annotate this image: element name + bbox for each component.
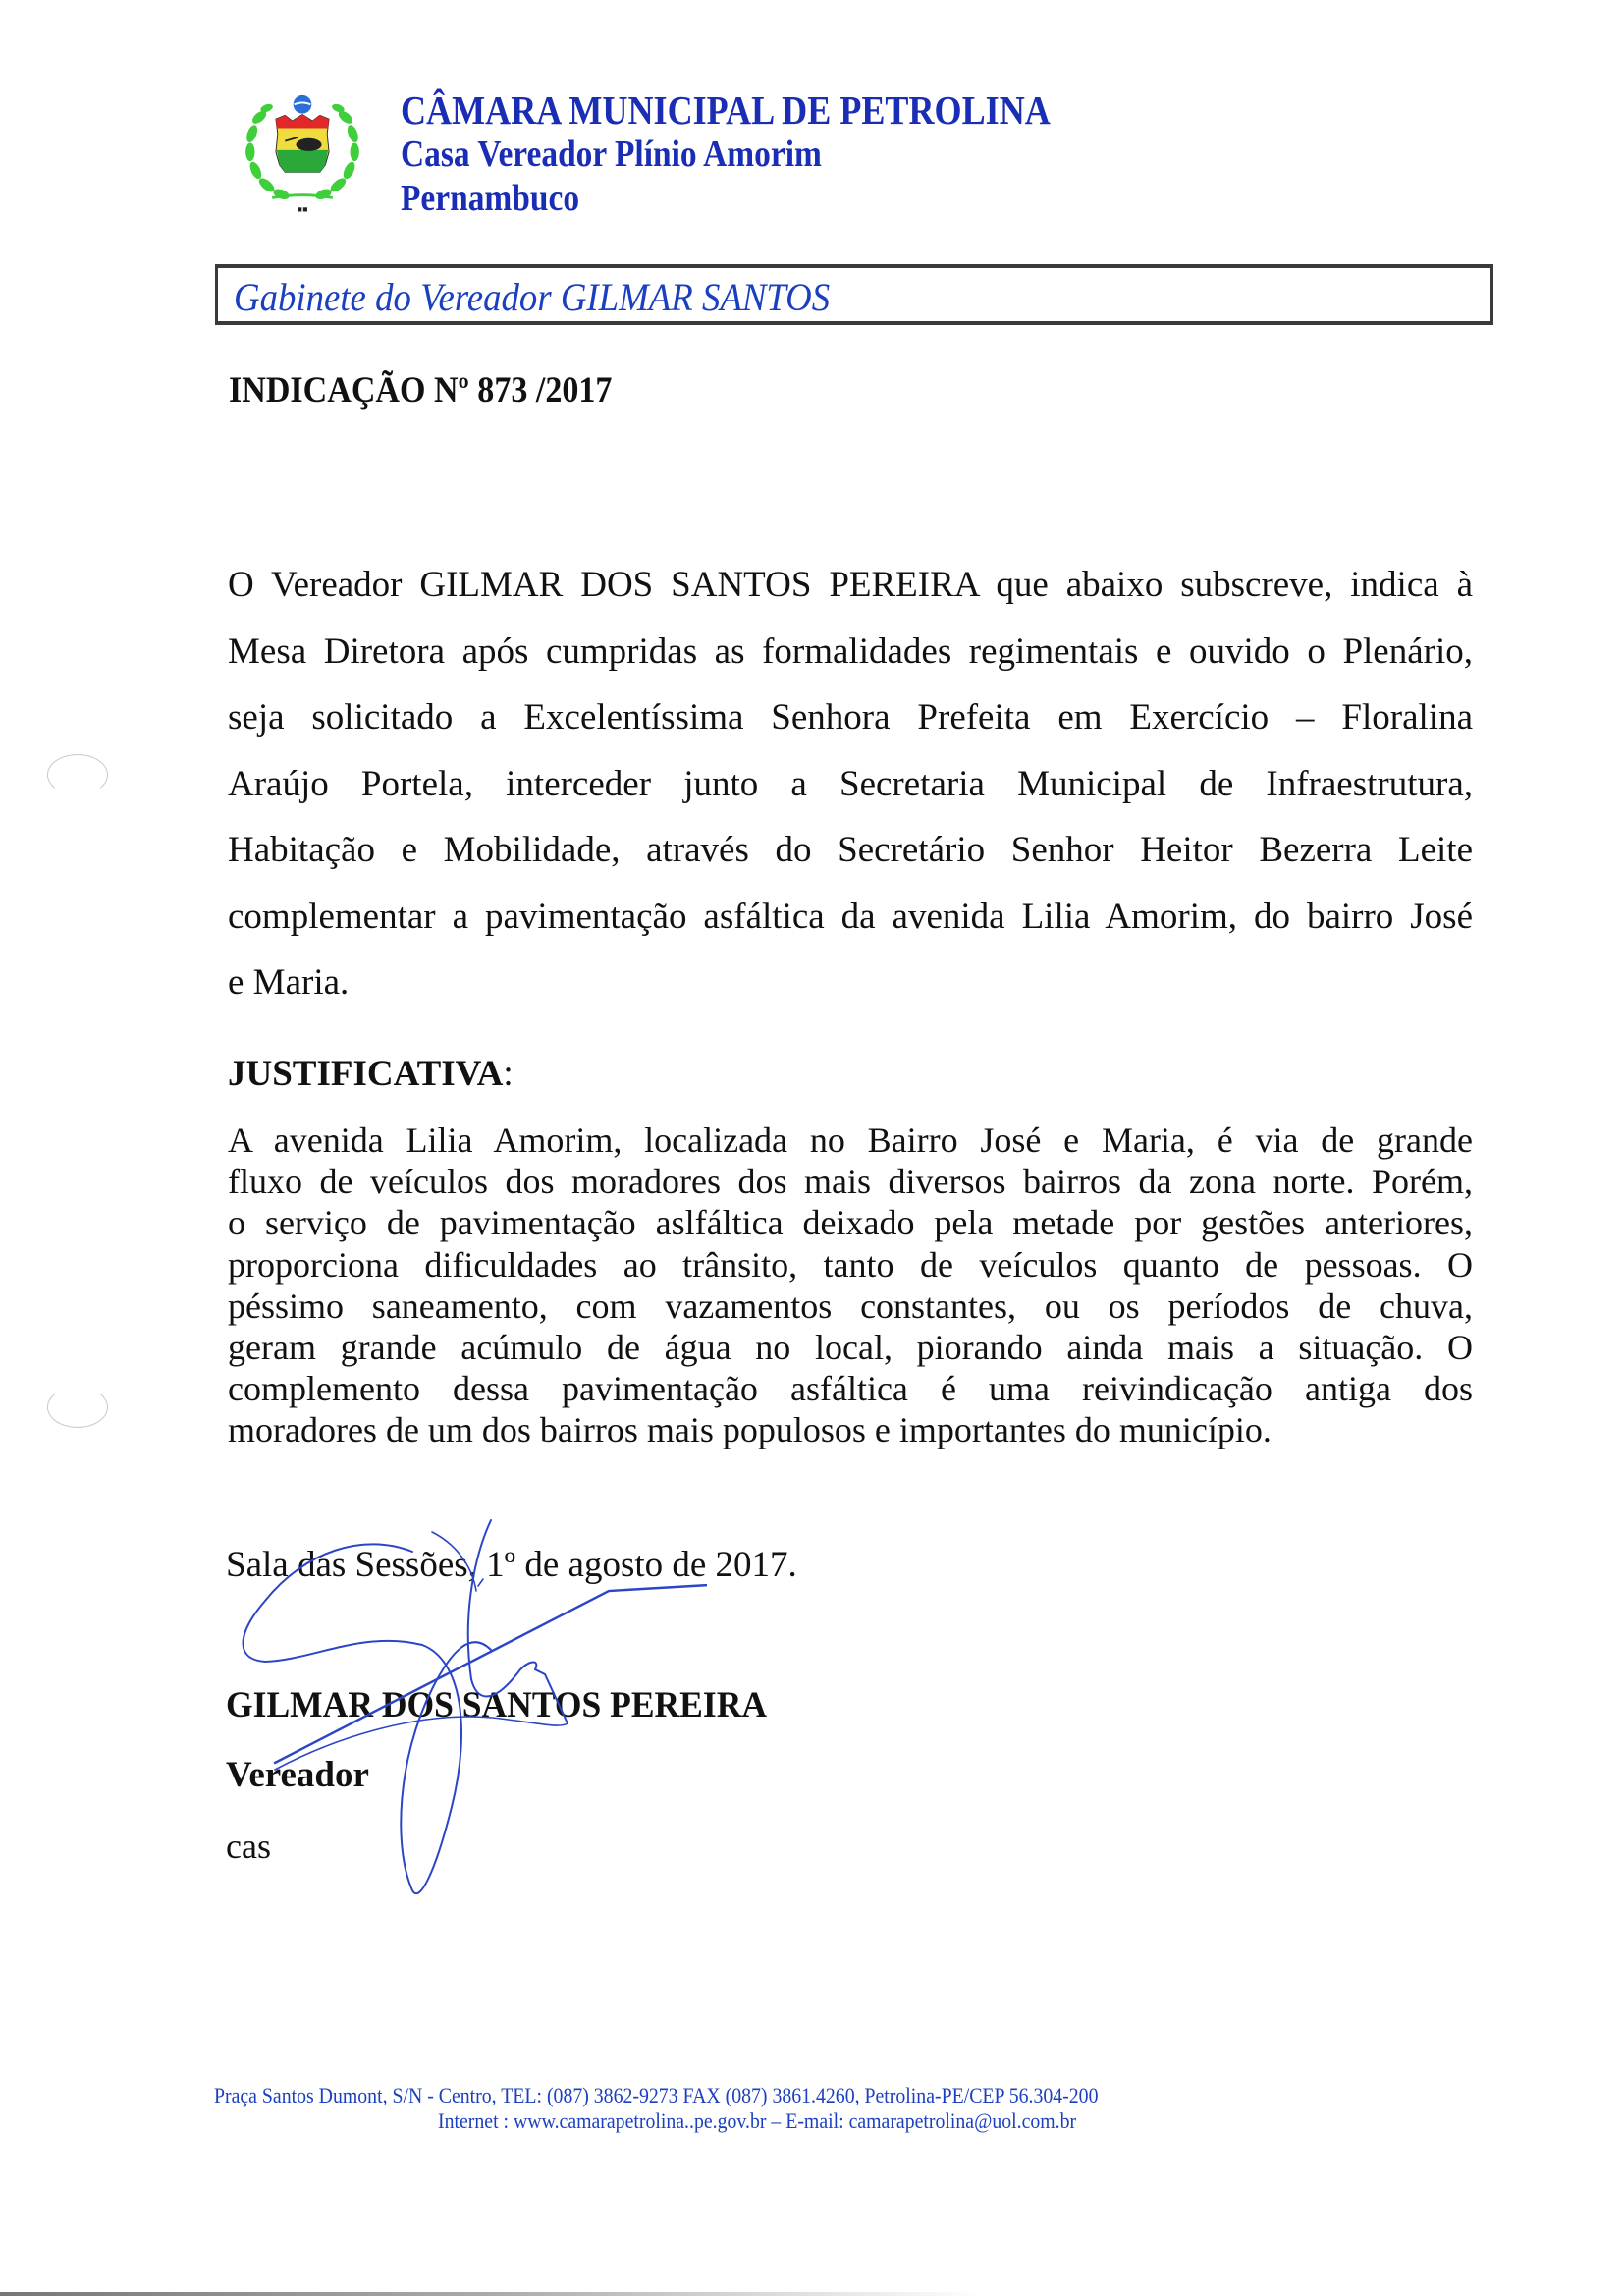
cabinet-banner bbox=[215, 264, 1493, 325]
intro-line: seja solicitado a Excelentíssima Senhora Prefeita em Exercício – Floralina bbox=[228, 697, 1473, 738]
punch-hole-mark bbox=[47, 1387, 108, 1428]
punch-hole-mark bbox=[47, 754, 108, 795]
intro-line: Habitação e Mobilidade, através do Secretário Senhor Heitor Bezerra Leite bbox=[228, 830, 1473, 870]
justification-line: péssimo saneamento, com vazamentos constantes, ou os períodos de chuva, bbox=[228, 1285, 1473, 1326]
house-name: Casa Vereador Plínio Amorim bbox=[401, 134, 822, 175]
document-title: INDICAÇÃO Nº 873 /2017 bbox=[229, 370, 613, 410]
intro-line: Araújo Portela, interceder junto a Secretaria Municipal de Infraestrutura, bbox=[228, 763, 1473, 804]
state-name: Pernambuco bbox=[401, 178, 580, 219]
justification-line: geram grande acúmulo de água no local, piorando ainda mais a situação. O bbox=[228, 1328, 1473, 1368]
intro-line: O Vereador GILMAR DOS SANTOS PEREIRA que abaixo subscreve, indica à bbox=[228, 565, 1473, 605]
footer-contact: Internet : www.camarapetrolina..pe.gov.br – E-mail: camarapetrolina@uol.com.br bbox=[438, 2108, 1077, 2133]
justification-line: o serviço de pavimentação aslfáltica deixado pela metade por gestões anteriores, bbox=[228, 1203, 1473, 1243]
signer-role: Vereador bbox=[226, 1755, 369, 1795]
justification-line: moradores de um dos bairros mais populosos e importantes do município. bbox=[228, 1410, 1272, 1450]
justification-heading-colon: : bbox=[503, 1054, 514, 1094]
footer-address: Praça Santos Dumont, S/N - Centro, TEL: (087) 3862-9273 FAX (087) 3861.4260, Petrolina-PE/CEP 56.304-200 bbox=[214, 2083, 1099, 2107]
typist-initials: cas bbox=[226, 1827, 271, 1866]
svg-text:▪▪: ▪▪ bbox=[297, 203, 308, 214]
justification-line: proporciona dificuldades ao trânsito, tanto de veículos quanto de pessoas. O bbox=[228, 1244, 1473, 1285]
signer-name: GILMAR DOS SANTOS PEREIRA bbox=[226, 1685, 767, 1725]
place-date: Sala das Sessões, 1º de agosto de 2017. bbox=[226, 1545, 797, 1585]
intro-paragraph bbox=[228, 552, 1473, 1016]
justification-line: complemento dessa pavimentação asfáltica é uma reivindicação antiga dos bbox=[228, 1369, 1473, 1409]
coat-of-arms-icon bbox=[234, 81, 371, 218]
justification-heading bbox=[228, 1053, 514, 1095]
justification-line: fluxo de veículos dos moradores dos mais diversos bairros da zona norte. Porém, bbox=[228, 1162, 1473, 1202]
justification-line: A avenida Lilia Amorim, localizada no Bairro José e Maria, é via de grande bbox=[228, 1121, 1473, 1160]
justification-heading-text: JUSTIFICATIVA bbox=[228, 1054, 504, 1094]
intro-line: Mesa Diretora após cumpridas as formalidades regimentais e ouvido o Plenário, bbox=[228, 630, 1473, 672]
justification-paragraph bbox=[228, 1120, 1473, 1451]
scan-edge-shadow bbox=[0, 2292, 982, 2296]
institution-name: CÂMARA MUNICIPAL DE PETROLINA bbox=[401, 87, 1051, 133]
cabinet-label: Gabinete do Vereador GILMAR SANTOS bbox=[234, 275, 831, 319]
intro-line: e Maria. bbox=[228, 962, 350, 1003]
intro-line: complementar a pavimentação asfáltica da avenida Lilia Amorim, do bairro José bbox=[228, 896, 1473, 937]
